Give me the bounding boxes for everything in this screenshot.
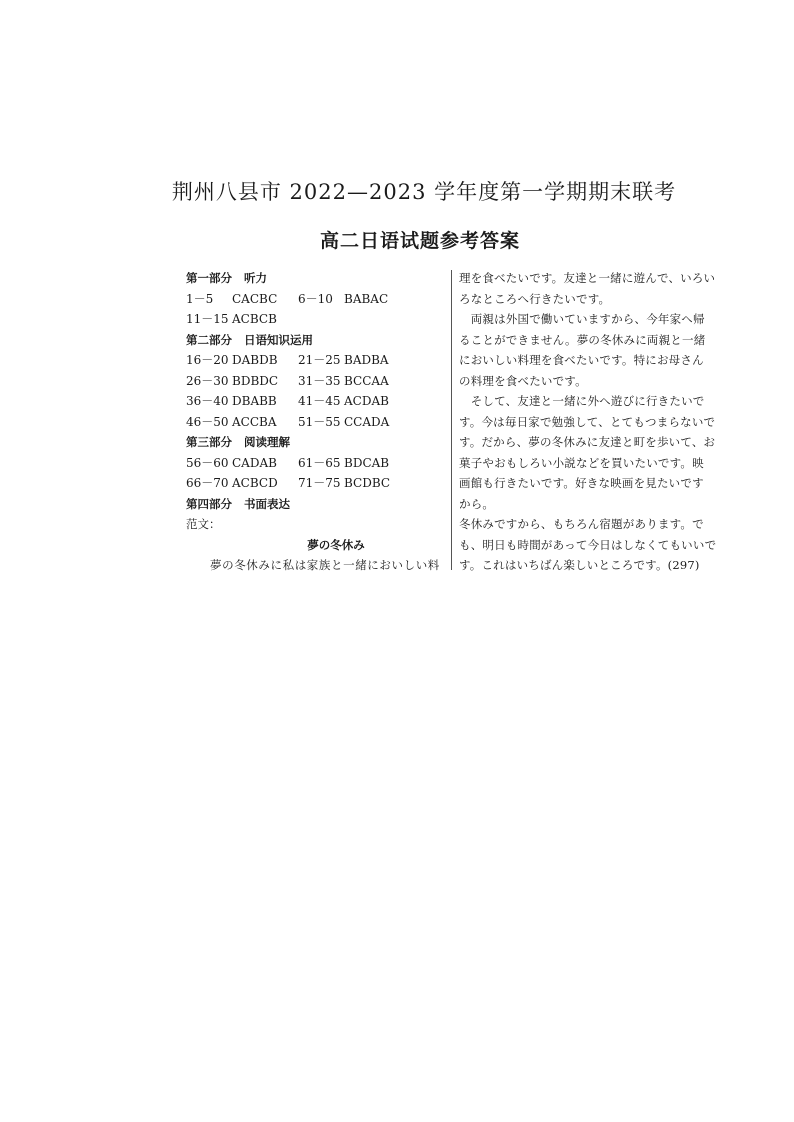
question-range: 61－65: [298, 455, 341, 470]
answer-key: ACBCD: [232, 476, 278, 490]
essay-line: ろなところへ行きたいです。: [459, 291, 611, 306]
question-range: 21－25: [298, 353, 341, 367]
question-range: 1－5: [186, 291, 214, 306]
answer-key: BCCAA: [344, 373, 389, 388]
answer-row: [186, 453, 446, 474]
essay-line: ることができません。夢の冬休みに両親と一緒: [459, 332, 706, 347]
answer-row: [186, 412, 446, 433]
answer-key: CADAB: [232, 455, 277, 470]
answer-key: CCADA: [344, 414, 390, 429]
essay-line: 画館も行きたいです。好きな映画を見たいです: [459, 476, 704, 490]
question-range: 51－55: [298, 414, 341, 429]
essay-line: す。今は毎日家で勉強して、とてもつまらないで: [459, 414, 716, 429]
question-range: 6－10: [298, 291, 333, 306]
answer-key: ACDAB: [344, 394, 389, 408]
essay-first-line: 夢の冬休みに私は家族と一緒においしい料: [210, 558, 440, 572]
essay-line: そして、友達と一緒に外へ遊びに行きたいで: [459, 394, 705, 408]
answer-key: BABAC: [344, 291, 389, 306]
essay-line: の料理を食べたいです。: [459, 373, 587, 388]
answer-key: DBABB: [232, 394, 277, 408]
essay-line: 菓子やおもしろい小説などを買いたいです。映: [459, 455, 704, 470]
model-essay-label: 范文：: [186, 517, 221, 531]
section-name: 书面表达: [244, 496, 290, 511]
answer-row: [186, 289, 446, 310]
answer-column: [186, 268, 446, 576]
question-range: 41－45: [298, 394, 341, 408]
section-part: 第三部分: [186, 435, 232, 449]
answer-row: [186, 391, 446, 412]
essay-line: から。: [459, 496, 495, 511]
section-name: 阅读理解: [244, 435, 290, 449]
essay-line: す。これはいちばん楽しいところです。(297): [459, 558, 700, 572]
answer-key: BCDBC: [344, 476, 391, 490]
question-range: 71－75: [298, 476, 341, 490]
question-range: 16－20: [186, 353, 229, 367]
answer-key: BADBA: [344, 353, 389, 367]
essay-line: 両親は外国で働いていますから、今年家へ帰: [459, 312, 705, 326]
section-name: 听力: [244, 271, 267, 285]
question-range: 26－30: [186, 373, 229, 388]
section-heading-reading: [186, 432, 446, 453]
answer-key: ACBCB: [232, 312, 277, 326]
question-range: 31－35: [298, 373, 341, 388]
essay-line: においしい料理を食べたいです。特にお母さん: [459, 353, 704, 367]
question-range: 46－50: [186, 414, 229, 429]
section-part: 第一部分: [186, 271, 232, 285]
question-range: 36－40: [186, 394, 229, 408]
answer-row: [186, 371, 446, 392]
answer-key: ACCBA: [232, 414, 277, 429]
answer-key: CACBC: [232, 291, 278, 306]
section-heading-writing: [186, 494, 446, 515]
question-range: 56－60: [186, 455, 229, 470]
section-part: 第四部分: [186, 496, 232, 511]
document-subtitle: 高二日语试题参考答案: [319, 230, 520, 252]
answer-key: BDCAB: [344, 455, 390, 470]
essay-line: も、明日も時間があって今日はしなくてもいいで: [459, 537, 717, 552]
essay-line: す。だから、夢の冬休みに友達と町を歩いて、お: [459, 435, 716, 449]
answer-row: [186, 350, 446, 371]
column-divider: [451, 270, 452, 570]
question-range: 66－70: [186, 476, 229, 490]
answer-row: [186, 473, 446, 494]
section-heading-listening: [186, 268, 446, 289]
answer-key: BDBDC: [232, 373, 279, 388]
answer-key: DABDB: [232, 353, 278, 367]
section-part: 第二部分: [186, 332, 232, 347]
section-name: 日语知识运用: [244, 332, 313, 347]
essay-title: 夢の冬休み: [307, 537, 365, 552]
question-range: 11－15: [186, 312, 229, 326]
essay-line: 冬休みですから、もちろん宿題があります。で: [459, 517, 704, 531]
essay-continuation-column: [459, 268, 721, 576]
answer-row: [186, 309, 446, 330]
essay-line: 理を食べたいです。友達と一緒に遊んで、いろい: [459, 271, 716, 285]
document-title: 荆州八县市 2022—2023 学年度第一学期期末联考: [171, 180, 677, 204]
section-heading-knowledge: [186, 330, 446, 351]
